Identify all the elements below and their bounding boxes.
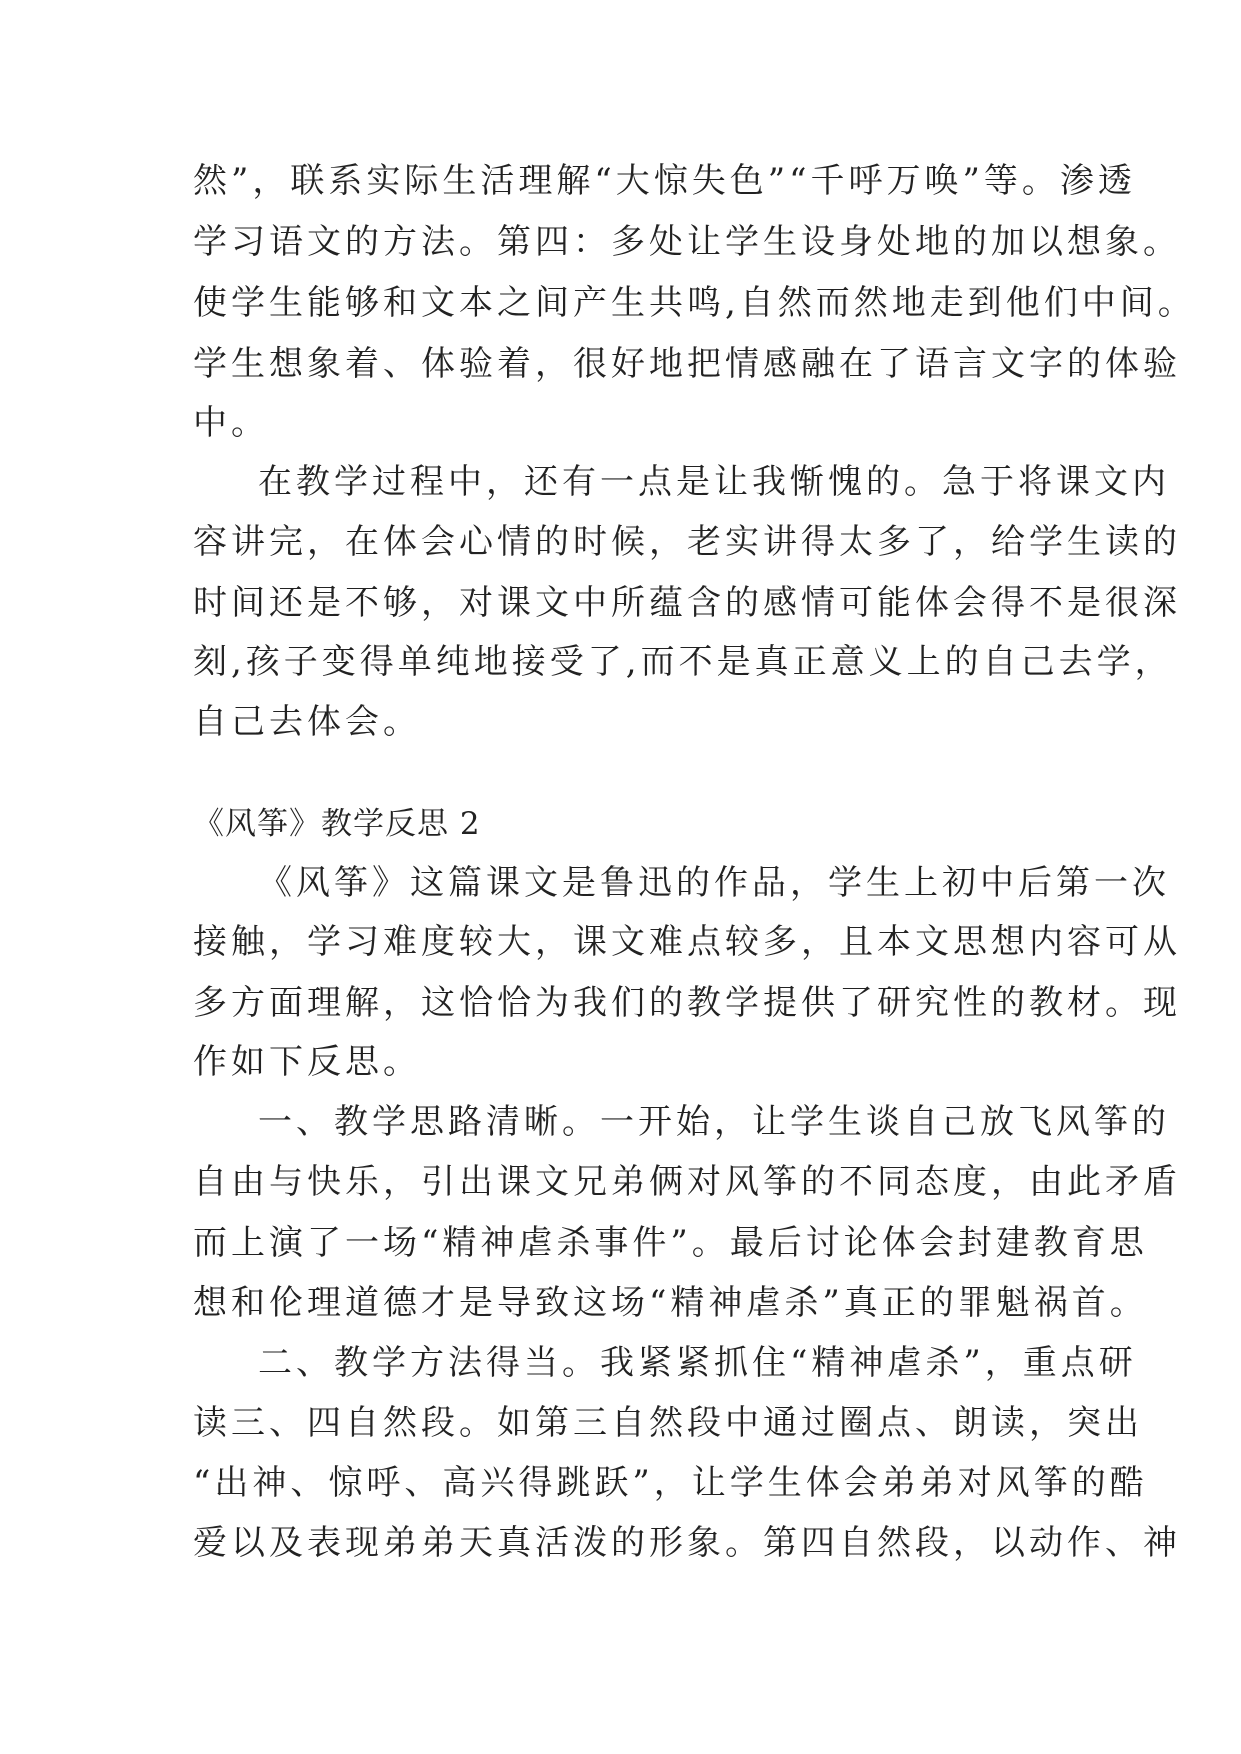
paragraph-line: 学生想象着、体验着，很好地把情感融在了语言文字的体验	[193, 344, 1181, 384]
paragraph-line: 中。	[193, 403, 269, 443]
paragraph-line: 《风筝》这篇课文是鲁迅的作品，学生上初中后第一次	[258, 863, 1170, 903]
paragraph-line: 时间还是不够，对课文中所蕴含的感情可能体会得不是很深	[193, 583, 1181, 623]
paragraph-line: 爱以及表现弟弟天真活泼的形象。第四自然段，以动作、神	[193, 1523, 1181, 1563]
paragraph-line: 自由与快乐，引出课文兄弟俩对风筝的不同态度，由此矛盾	[193, 1162, 1181, 1202]
paragraph-line: “出神、惊呼、高兴得跳跃”，让学生体会弟弟对风筝的酷	[193, 1463, 1148, 1503]
section-heading: 《风筝》教学反思 2	[193, 806, 481, 842]
paragraph-line: 使学生能够和文本之间产生共鸣,自然而然地走到他们中间。	[193, 283, 1196, 323]
paragraph-line: 接触，学习难度较大，课文难点较多，且本文思想内容可从	[193, 922, 1181, 962]
paragraph-line: 刻,孩子变得单纯地接受了,而不是真正意义上的自己去学，	[193, 642, 1173, 682]
paragraph-line: 一、教学思路清晰。一开始，让学生谈自己放飞风筝的	[258, 1102, 1170, 1142]
paragraph-line: 然”，联系实际生活理解“大惊失色”“千呼万唤”等。渗透	[193, 161, 1136, 201]
paragraph-line: 多方面理解，这恰恰为我们的教学提供了研究性的教材。现	[193, 983, 1181, 1023]
paragraph-line: 而上演了一场“精神虐杀事件”。最后讨论体会封建教育思	[193, 1223, 1148, 1263]
paragraph-line: 在教学过程中，还有一点是让我惭愧的。急于将课文内	[258, 462, 1170, 502]
paragraph-line: 读三、四自然段。如第三自然段中通过圈点、朗读，突出	[193, 1403, 1143, 1443]
paragraph-line: 作如下反思。	[193, 1042, 421, 1082]
paragraph-line: 自己去体会。	[193, 702, 421, 742]
paragraph-line: 想和伦理道德才是导致这场“精神虐杀”真正的罪魁祸首。	[193, 1283, 1148, 1323]
paragraph-line: 二、教学方法得当。我紧紧抓住“精神虐杀”，重点研	[258, 1343, 1137, 1383]
paragraph-line: 学习语文的方法。第四：多处让学生设身处地的加以想象。	[193, 222, 1181, 262]
paragraph-line: 容讲完，在体会心情的时候，老实讲得太多了，给学生读的	[193, 522, 1181, 562]
